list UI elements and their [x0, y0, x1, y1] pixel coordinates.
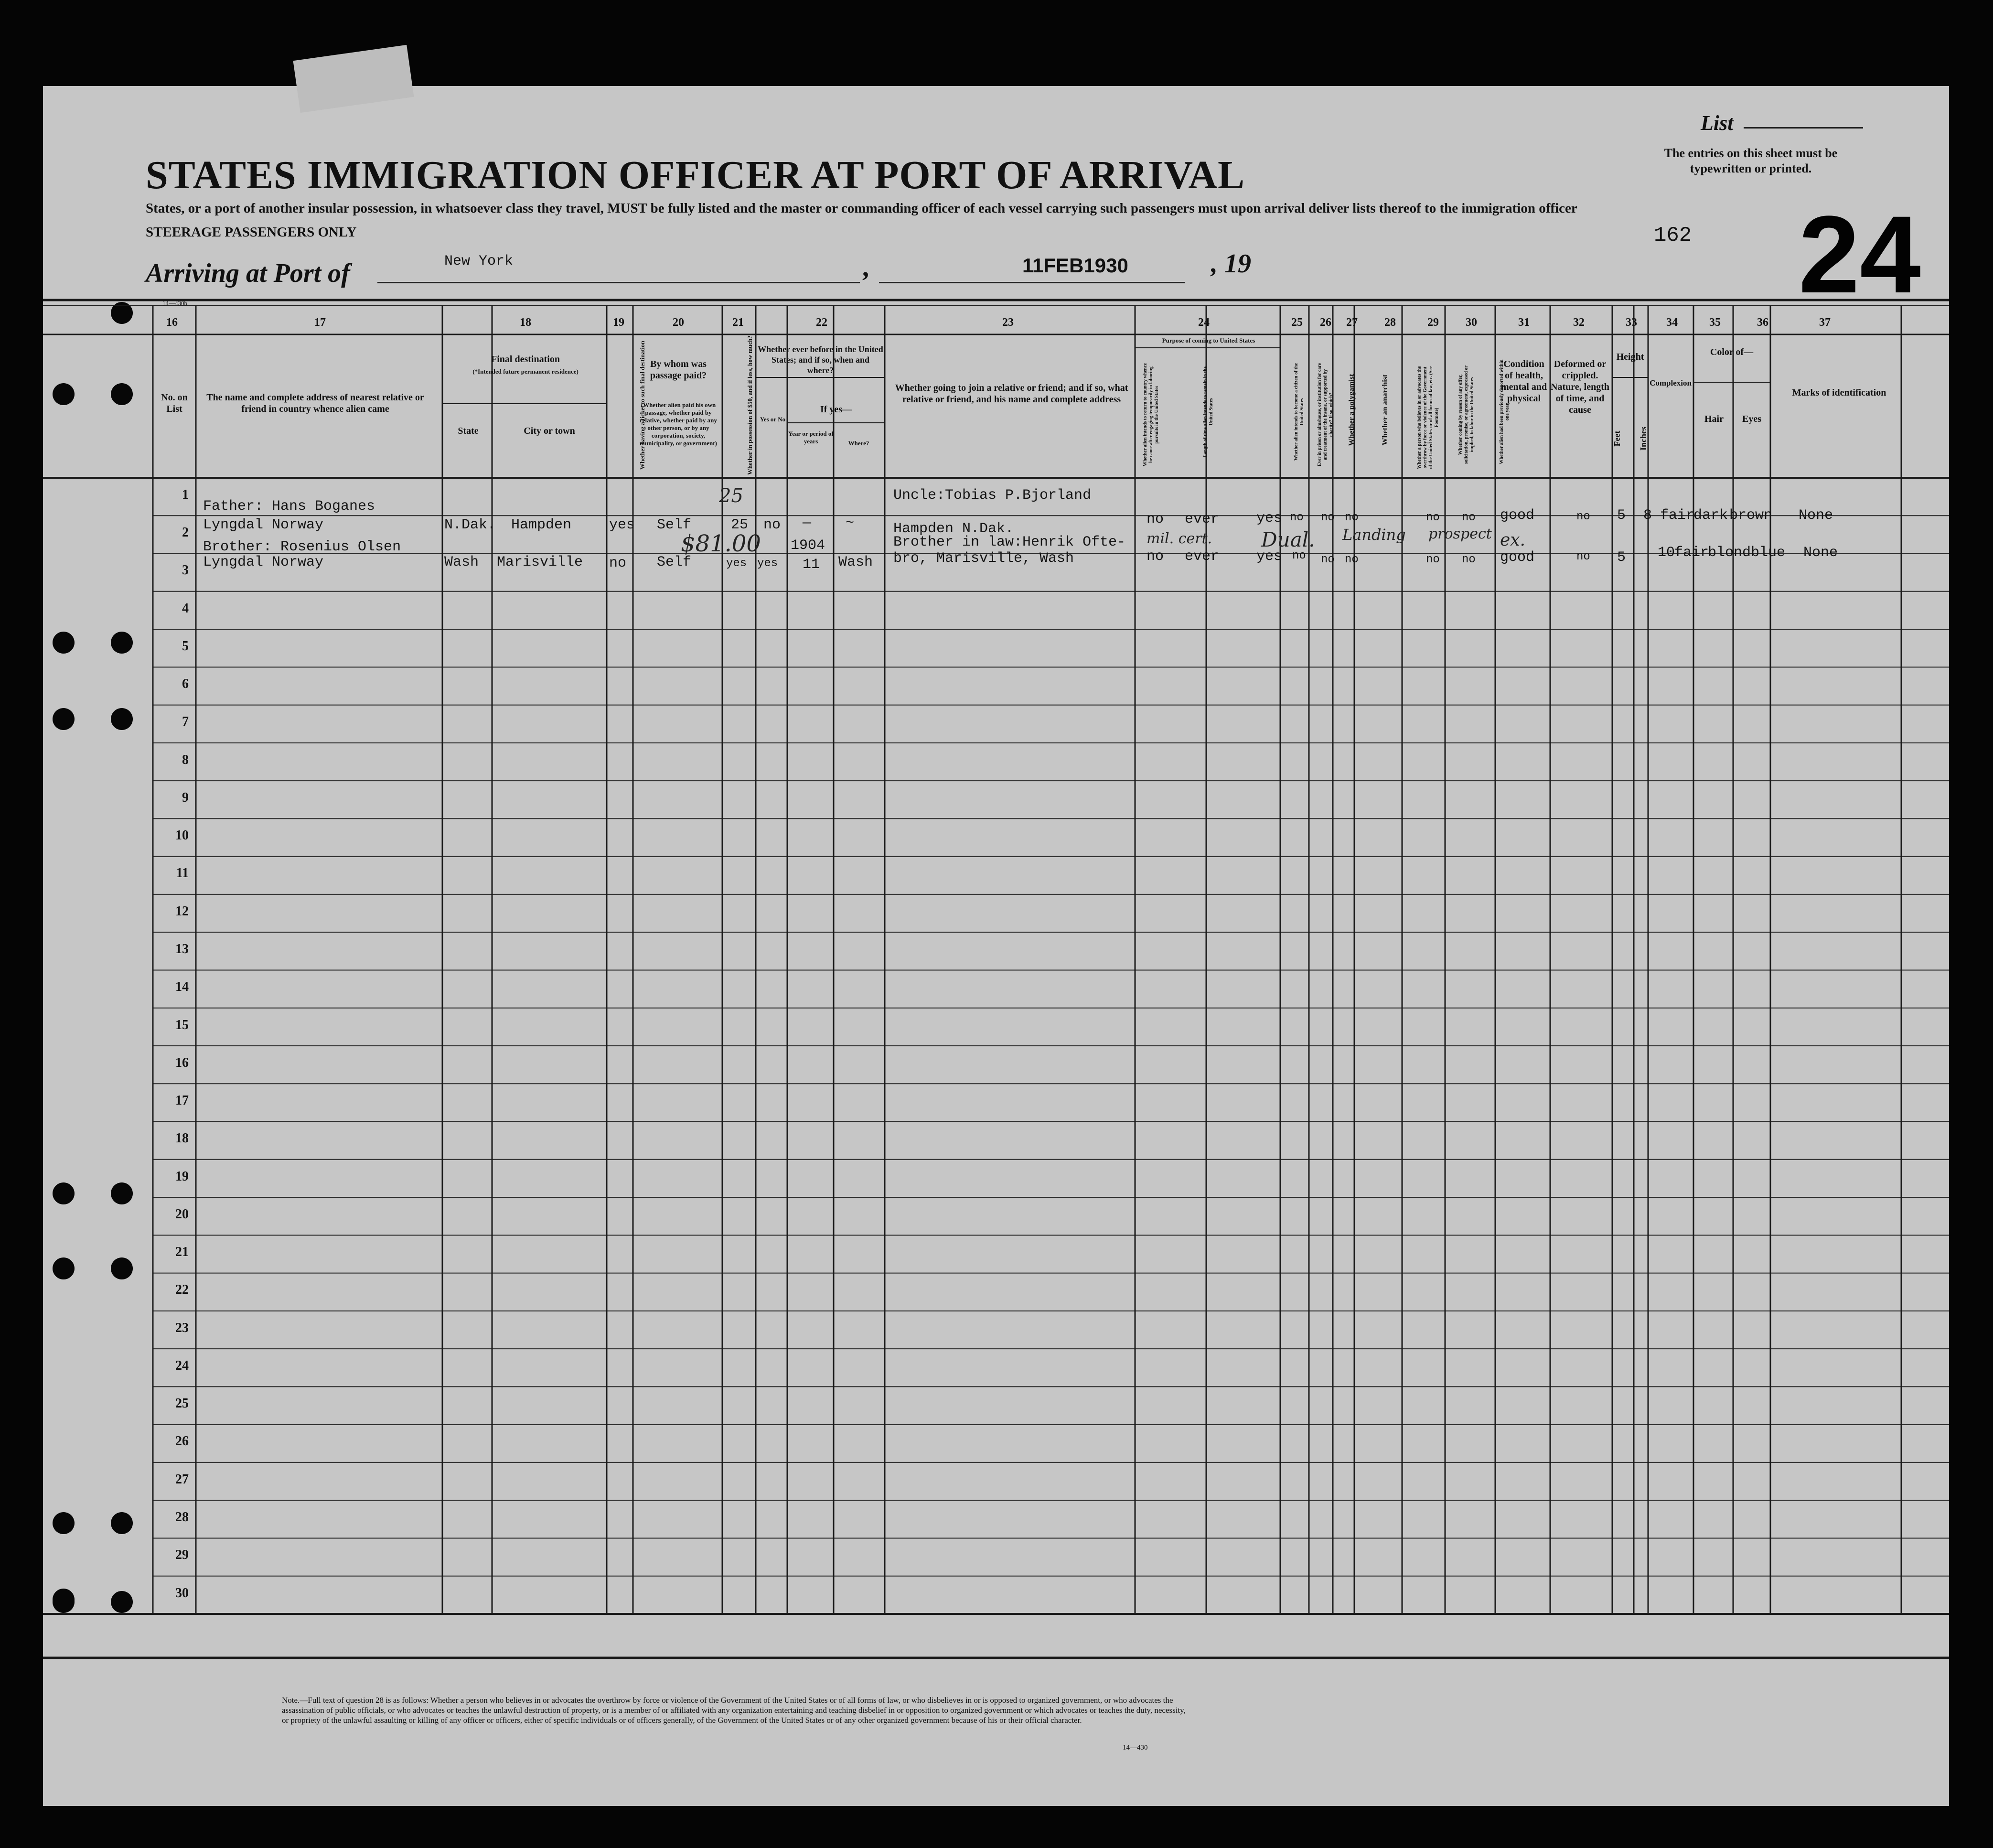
annotation-dual: Dual. [1261, 528, 1315, 551]
header-complexion: Complexion [1650, 378, 1692, 387]
header-state: State [458, 426, 479, 436]
colnum-18: 18 [520, 316, 531, 329]
feet: 5 [1617, 549, 1626, 566]
form-subtitle: States, or a port of another insular possession, in whatsoever class they travel, MUST be fully listed and the master or commanding officer of each vessel carrying such passengers must upon arrival deliver lists thereof to the immigration officer [146, 201, 1577, 216]
row-number: 6 [182, 677, 189, 692]
city: Marisville [497, 554, 583, 570]
annotation-landing: Landing [1342, 526, 1406, 544]
eyes: blue [1751, 545, 1786, 561]
colnum-33: 33 [1626, 316, 1637, 329]
row-number: 19 [175, 1169, 189, 1184]
header-nearest-relative: The name and complete address of nearest relative or friend in country whence alien came [206, 392, 424, 414]
row-number: 28 [175, 1510, 189, 1525]
sheet-number: 162 [1654, 224, 1692, 247]
colnum-22: 22 [816, 316, 827, 329]
health: good [1500, 549, 1535, 566]
marks: None [1803, 545, 1838, 561]
colnum-30: 30 [1466, 316, 1477, 329]
overthrow: no [1426, 511, 1440, 524]
anarchist: no [1345, 553, 1359, 566]
row-number: 8 [182, 752, 189, 767]
footnote: Note.—Full text of question 28 is as follows: Whether a person who believes in or advocates the overthrow by force or violence of the Government of the United States or of all forms of law, or who disbelieves in or is opposed to organized government, or who advocates the assassination of public officials, or who advocates or teaches the unlawful destruction of property, or is a member of or affiliated with any organization entertaining and teaching disbelief in or opposition to organized government or which advocates or teaches the duty, necessity, or propriety of the unlawful assaulting or killing of any officer or officers, either of specific individuals or of officers generally, of the Government of the United States or of any other organized government because of his or their official character. [282, 1696, 1186, 1725]
header-anarchist: Whether an anarchist [1381, 374, 1389, 446]
marks: None [1799, 507, 1833, 524]
header-prison: Ever in prison or almshouse, or institution for care and treatment of the insane, or supported by charity? If so, which? [1317, 363, 1334, 467]
form-title: STATES IMMIGRATION OFFICER AT PORT OF ARRIVAL [146, 153, 1245, 197]
header-yes-no: Yes or No [760, 416, 786, 423]
header-final-destination-note: (*Intended future permanent residence) [472, 368, 579, 375]
money: yes [726, 557, 747, 570]
joining-line1: Brother in law:Henrik Ofte- [893, 534, 1126, 550]
polygamist: no [1321, 553, 1335, 566]
length-stay: ever [1185, 548, 1220, 565]
year: — [803, 515, 812, 531]
colnum-19: 19 [613, 316, 624, 329]
colnum-35: 35 [1709, 316, 1721, 329]
state: Wash [444, 554, 479, 570]
header-deformed: Deformed or crippled. Nature, length of time, and cause [1551, 359, 1609, 415]
list-label: List [1701, 111, 1734, 135]
row-number: 16 [175, 1055, 189, 1070]
header-health: Condition of health, mental and physical [1500, 359, 1547, 404]
header-marks: Marks of identification [1792, 387, 1886, 398]
header-before-in-us: Whether ever before in the United States; and if so, when and where? [758, 344, 883, 375]
row-number: 21 [175, 1245, 189, 1260]
row-number: 7 [182, 714, 189, 730]
money-handwritten: $81.00 [681, 530, 761, 557]
overthrow: no [1426, 553, 1440, 566]
anarchist: no [1345, 511, 1359, 524]
typewritten-note: The entries on this sheet must be typewritten or printed. [1664, 146, 1838, 175]
row-number: 13 [175, 942, 189, 957]
where: Wash [838, 554, 873, 570]
header-final-destination: Final destination [491, 354, 560, 365]
header-passage-paid: By whom was passage paid? [650, 359, 707, 381]
annotation-mil-cert: mil. cert. [1147, 530, 1212, 547]
header-polygamist: Whether a polygamist [1348, 374, 1356, 446]
prison: no [1290, 511, 1304, 524]
year-label: , 19 [1211, 249, 1251, 279]
ticket: yes [609, 517, 635, 533]
relative-line1: Father: Hans Boganes [203, 498, 375, 515]
form-code: 14—430b [162, 300, 187, 307]
port-value: New York [444, 253, 514, 269]
header-ticket: Whether having a ticket to such final destination [639, 341, 646, 470]
header-citizen: Whether alien intends to become a citizen of the United States [1294, 363, 1305, 461]
header-if-yes: If yes— [820, 404, 852, 415]
colnum-17: 17 [314, 316, 326, 329]
date-stamp: 11FEB1930 [1022, 254, 1128, 277]
colnum-23: 23 [1002, 316, 1014, 329]
contract: no [1462, 553, 1476, 566]
polygamist: no [1321, 511, 1335, 524]
colnum-28: 28 [1384, 316, 1396, 329]
prison: no [1292, 549, 1306, 562]
complexion: fair [1660, 507, 1695, 524]
header-no-on-list: No. on List [161, 392, 188, 414]
header-where: Where? [848, 440, 869, 447]
row-number: 25 [175, 1396, 189, 1411]
header-passage-paid-note: (Whether alien paid his own passage, whether paid by relative, whether paid by any other person, or by any corporation, society, municipality, or government) [640, 401, 717, 447]
row-number: 11 [176, 866, 189, 881]
row-number: 17 [175, 1093, 189, 1108]
before-in-us: yes [757, 557, 778, 570]
header-deported: Whether alien had been previously deported within one year [1499, 359, 1510, 464]
colnum-24: 24 [1198, 316, 1210, 329]
arriving-label: Arriving at Port of [146, 258, 350, 288]
joining-line1: Uncle:Tobias P.Bjorland [893, 487, 1092, 504]
header-city: City or town [524, 426, 575, 436]
paid-by: Self [657, 554, 692, 570]
annotation-prospect: prospect [1428, 526, 1492, 542]
header-length-stay: Length of time alien intends to remain in the United States [1203, 366, 1214, 457]
length-stay: ever [1185, 511, 1220, 527]
row-number: 27 [175, 1472, 189, 1487]
hair: blond [1708, 545, 1751, 561]
row-number: 5 [182, 638, 189, 654]
row-number: 1 [182, 487, 189, 502]
header-money: Whether in possession of $50, and if less, how much? [746, 335, 753, 475]
row-number: 15 [175, 1017, 189, 1032]
row-number: 18 [175, 1131, 189, 1146]
year-line1: 1904 [791, 537, 825, 554]
relative-line2: Lyngdal Norway [203, 554, 324, 570]
relative-line2: Lyngdal Norway [203, 517, 324, 533]
feet: 5 [1617, 507, 1626, 524]
ticket: no [609, 555, 627, 571]
row-number: 3 [182, 563, 189, 578]
row-number: 12 [175, 903, 189, 919]
row-number: 26 [175, 1434, 189, 1449]
colnum-36: 36 [1757, 316, 1768, 329]
row-number: 24 [175, 1358, 189, 1373]
before-in-us: no [763, 517, 781, 533]
joining-line2: bro, Marisville, Wash [893, 550, 1074, 567]
row-number: 10 [175, 828, 189, 843]
colnum-32: 32 [1573, 316, 1585, 329]
steerage-label: STEERAGE PASSENGERS ONLY [146, 225, 357, 240]
header-eyes: Eyes [1742, 414, 1761, 424]
colnum-21: 21 [732, 316, 744, 329]
header-hair: Hair [1704, 414, 1724, 424]
row-number: 20 [175, 1206, 189, 1222]
footnote-code: 14—430 [1123, 1744, 1148, 1751]
colnum-26: 26 [1320, 316, 1331, 329]
colnum-34: 34 [1666, 316, 1678, 329]
city: Hampden [511, 517, 572, 533]
header-height: Height [1616, 352, 1644, 362]
comma: , [862, 253, 869, 282]
header-purpose: Purpose of coming to United States [1162, 337, 1255, 344]
money-handwritten: 25 [719, 485, 743, 507]
header-joining: Whether going to join a relative or friend; and if so, what relative or friend, and his name and complete address [895, 383, 1128, 405]
inches: 8 [1643, 507, 1652, 524]
row-number: 22 [175, 1282, 189, 1298]
colnum-25: 25 [1291, 316, 1303, 329]
where: ~ [846, 515, 855, 531]
header-year: Year or period of years [788, 430, 834, 445]
paid-by: Self [657, 517, 692, 533]
colnum-37: 37 [1819, 316, 1831, 329]
deformed: no [1576, 550, 1590, 563]
page-number: 24 [1799, 193, 1921, 316]
colnum-20: 20 [673, 316, 684, 329]
return-intent: no [1147, 548, 1164, 565]
hair: dark [1693, 507, 1728, 524]
row-number: 23 [175, 1320, 189, 1335]
citizen: yes [1256, 510, 1283, 526]
contract: no [1462, 511, 1476, 524]
citizen: yes [1256, 548, 1283, 565]
state: N.Dak. [444, 517, 496, 533]
colnum-31: 31 [1518, 316, 1530, 329]
colnum-16: 16 [166, 316, 178, 329]
inches: 10 [1658, 545, 1675, 561]
row-number: 4 [182, 601, 189, 616]
money: 25 [731, 517, 749, 533]
header-contract: Whether coming by reason of any offer, solicitation, promise, or agreement, expressed or implied, to labor in the United States [1458, 365, 1475, 464]
joining-line2: Hampden N.Dak. [893, 521, 1014, 537]
header-color-of: Color of— [1710, 347, 1754, 357]
header-feet: Feet [1612, 430, 1622, 447]
year-line2: 11 [803, 557, 820, 573]
annotation-ex: ex. [1500, 530, 1526, 550]
row-number: 14 [175, 979, 189, 995]
row-number: 9 [182, 790, 189, 805]
header-inches: Inches [1639, 427, 1648, 451]
header-overthrow: Whether a person who believes in or advocates the overthrow by force or violence of the Government of the United States or of all forms of law, etc. (See Footnote) [1417, 366, 1439, 469]
header-return-intent: Whether alien intends to return to country whence he came after engaging temporarily in laboring pursuits in the United States [1143, 363, 1159, 467]
row-number: 2 [182, 525, 189, 540]
row-number: 29 [175, 1547, 189, 1563]
eyes: brown [1729, 507, 1773, 524]
complexion: fair [1674, 545, 1709, 561]
return-intent: no [1147, 511, 1164, 527]
row-number: 30 [175, 1585, 189, 1601]
health: good [1500, 507, 1535, 524]
colnum-27: 27 [1346, 316, 1358, 329]
deformed: no [1576, 510, 1590, 523]
relative-line1: Brother: Rosenius Olsen [203, 539, 401, 555]
colnum-29: 29 [1427, 316, 1439, 329]
